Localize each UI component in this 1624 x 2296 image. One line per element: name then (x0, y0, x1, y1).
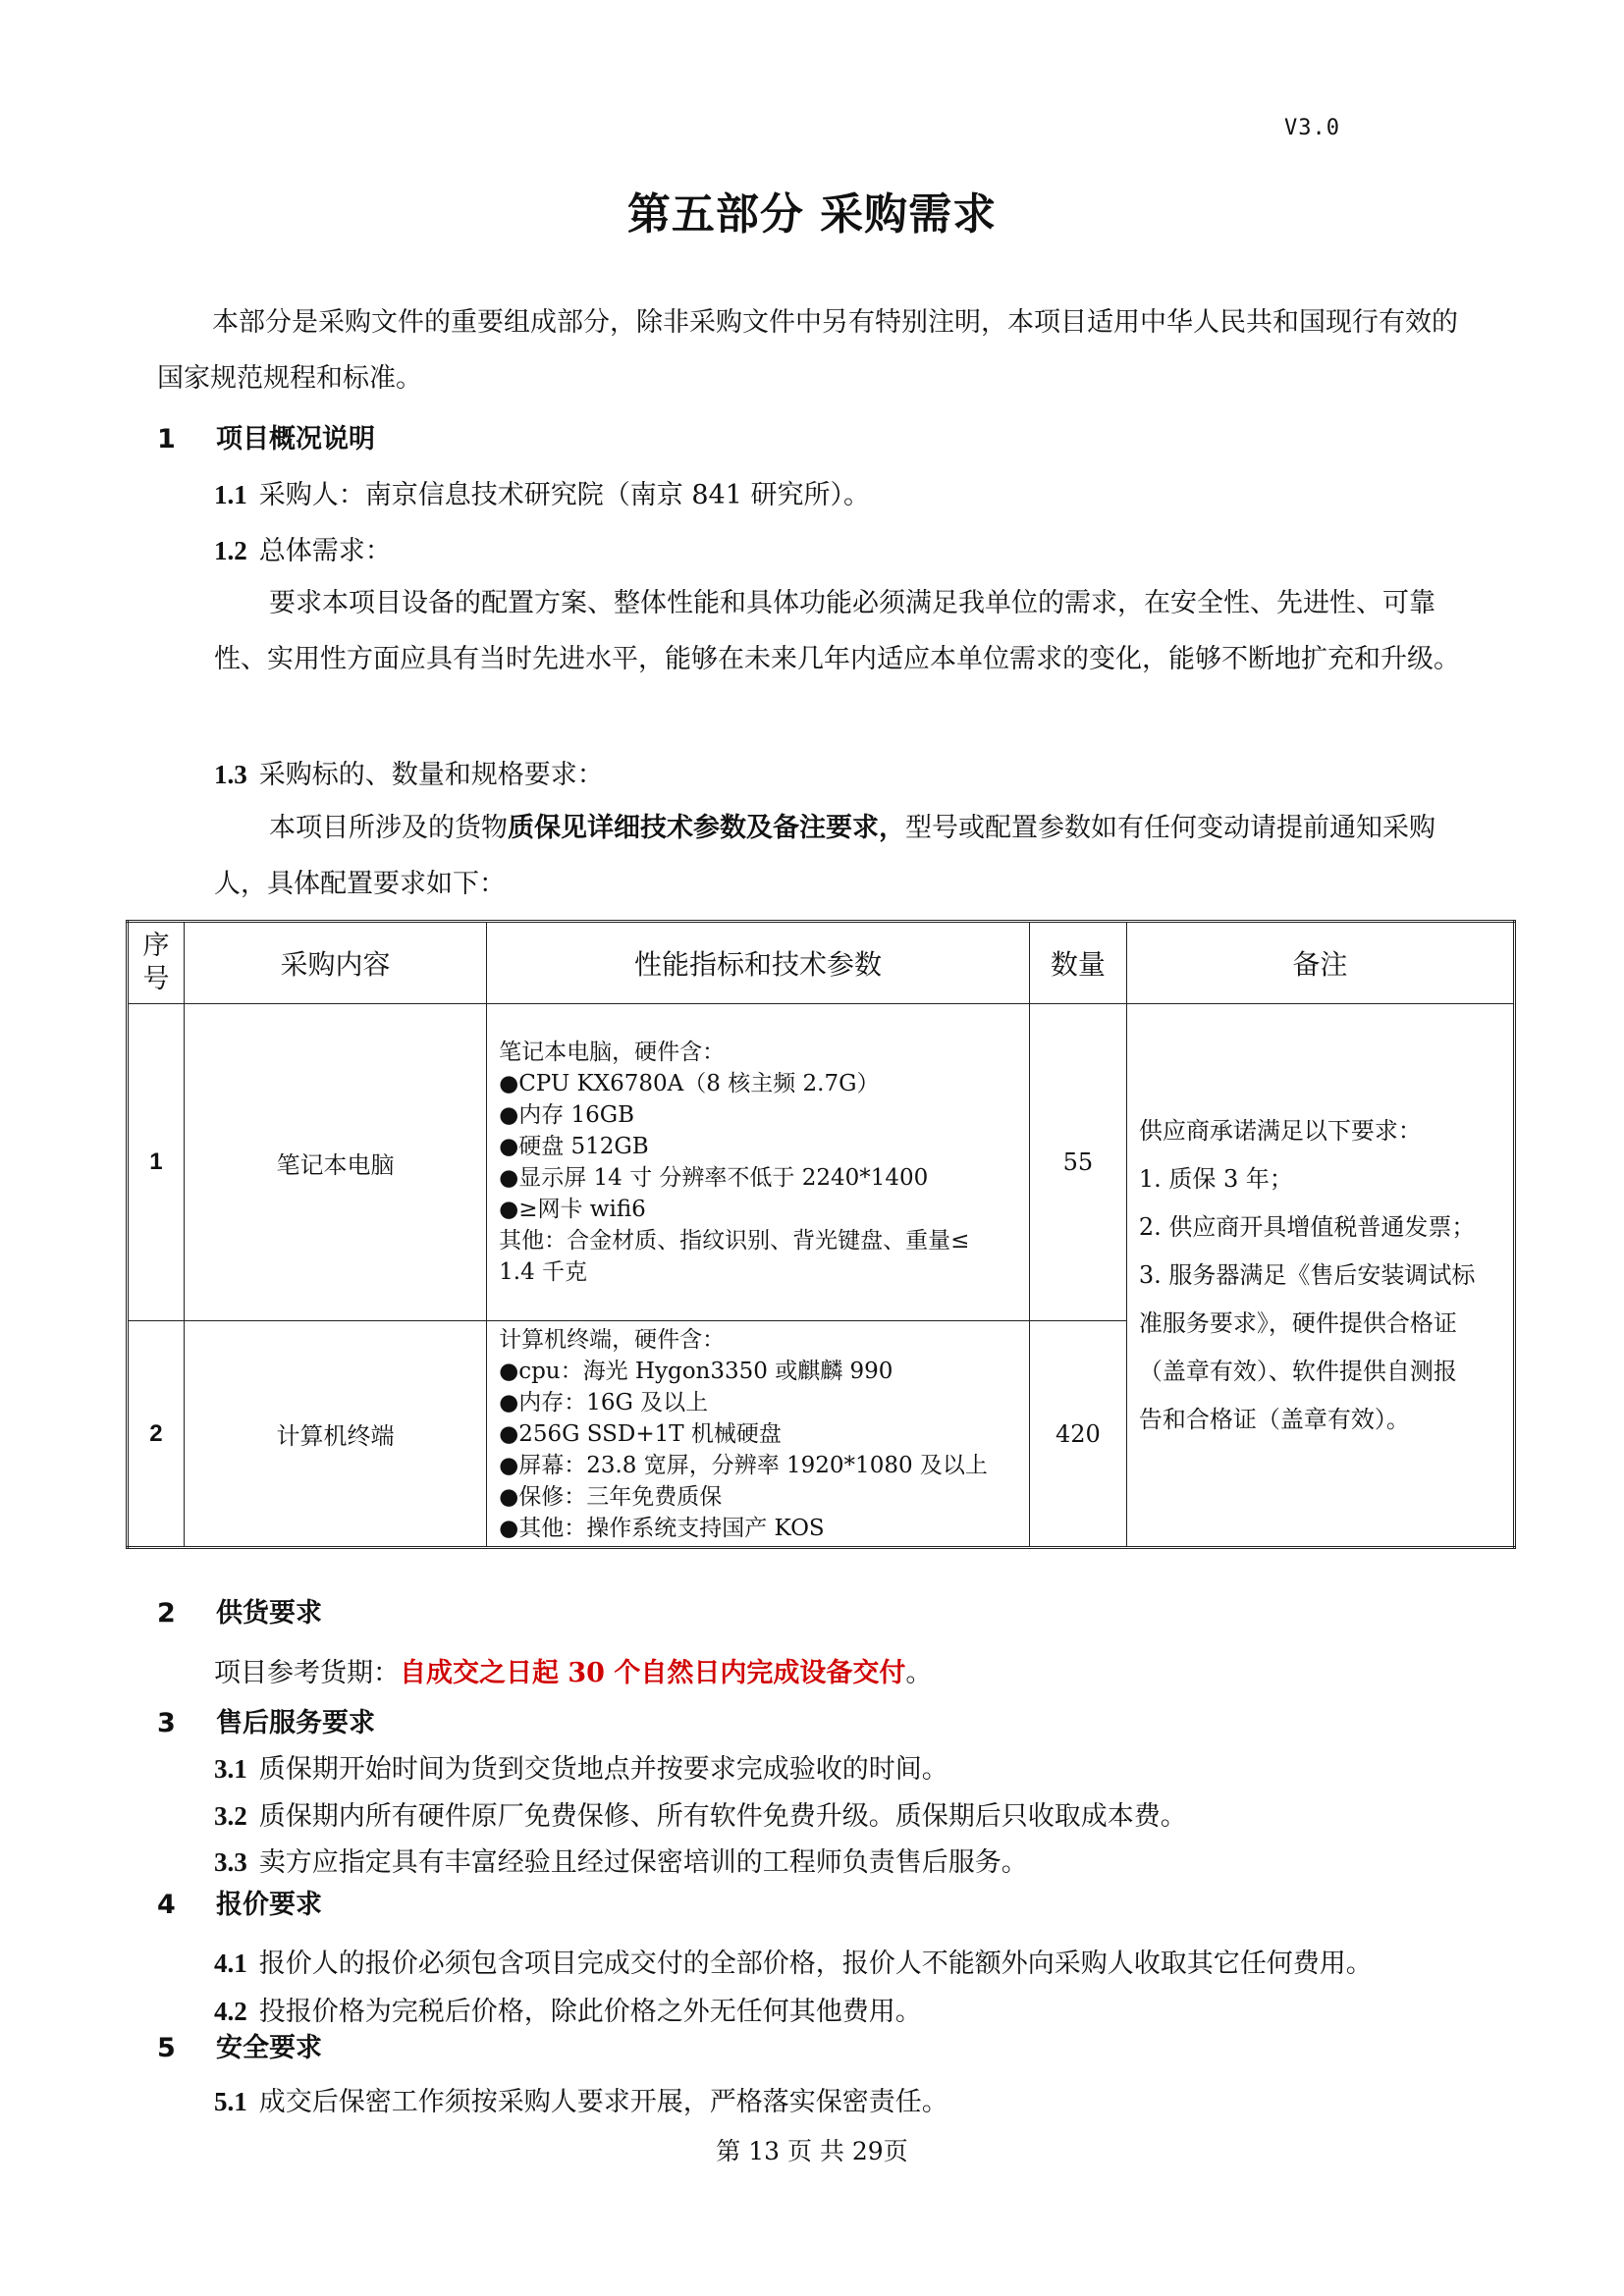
note-line: 供应商承诺满足以下要求： (1138, 1116, 1422, 1145)
item-text: 总体需求： (258, 536, 392, 566)
section-number: 3 (157, 1708, 176, 1738)
header-content: 采购内容 (184, 922, 486, 1004)
section-3-3 (214, 1841, 1028, 1879)
item-text: 采购人：南京信息技术研究院（南京 841 研究所）。 (258, 480, 870, 510)
page-footer: 第 13 页 共 29页 (716, 2137, 908, 2165)
item-text: 质保期内所有硬件原厂免费保修、所有软件免费升级。质保期后只收取成本费。 (258, 1801, 1187, 1832)
spec-line: 其他：合金材质、指纹识别、背光键盘、重量≤ (499, 1228, 970, 1254)
item-number: 5.1 (214, 2087, 247, 2116)
section-number: 5 (157, 2033, 176, 2063)
section-5-1 (214, 2080, 948, 2118)
page-title: 第五部分 采购需求 (626, 189, 998, 240)
section-4-heading (157, 1883, 322, 1921)
item-number: 1.3 (214, 760, 247, 789)
item-text: 成交后保密工作须按采购人要求开展，严格落实保密责任。 (258, 2087, 948, 2117)
item-number: 4.1 (214, 1949, 247, 1978)
section-number: 2 (157, 1598, 176, 1629)
note-line: 准服务要求》，硬件提供合格证 (1138, 1308, 1457, 1337)
section-title: 售后服务要求 (216, 1708, 375, 1738)
item-number: 3.3 (214, 1847, 247, 1877)
note-line: 告和合格证（盖章有效）。 (1138, 1405, 1410, 1433)
row-specs (487, 1004, 1030, 1321)
section-4-1 (214, 1942, 1373, 1980)
spec-line: ●显示屏 14 寸 分辨率不低于 2240*1400 (499, 1165, 929, 1191)
spec-line: ●其他：操作系统支持国产 KOS (499, 1515, 825, 1541)
requirement-paragraph: 要求本项目设备的配置方案、整体性能和具体功能必须满足我单位的需求，在安全性、先进性、可靠性、实用性方面应具有当时先进水平，能够在未来几年内适应本单位需求的变化，能够不断地扩充和升级。 (214, 588, 1460, 674)
note-line: （盖章有效）、软件提供自测报 (1138, 1357, 1457, 1385)
note-line: 1. 质保 3 年； (1138, 1164, 1293, 1193)
item-number: 4.2 (214, 1997, 247, 2026)
spec-line: ●cpu：海光 Hygon3350 或麒麟 990 (499, 1358, 893, 1384)
row-specs (487, 1321, 1030, 1548)
row-content: 笔记本电脑 (184, 1004, 486, 1321)
procurement-table (126, 920, 1516, 1549)
item-number: 3.1 (214, 1754, 247, 1784)
delivery-deadline: 自成交之日起 30 个自然日内完成设备交付 (400, 1658, 906, 1688)
section-2-heading (157, 1591, 322, 1629)
spec-intro-c: 型号或配置参数如有任何变动请提前通知采购人，具体配置要求如下： (214, 813, 1435, 899)
row-qty: 55 (1030, 1004, 1127, 1321)
section-1-heading (157, 417, 375, 455)
header-spec: 性能指标和技术参数 (487, 922, 1030, 1004)
section-3-2 (214, 1794, 1187, 1833)
section-5-heading (157, 2026, 322, 2064)
item-number: 1.2 (214, 536, 247, 565)
table-row (128, 1004, 1515, 1321)
spec-intro-a: 本项目所涉及的货物 (269, 813, 508, 843)
row-note (1126, 1004, 1514, 1548)
section-title: 项目概况说明 (216, 424, 375, 454)
version-label: V3.0 (1284, 116, 1340, 140)
delivery-end: 。 (905, 1658, 933, 1688)
item-text: 报价人的报价必须包含项目完成交付的全部价格，报价人不能额外向采购人收取其它任何费用。 (258, 1949, 1373, 1979)
table-header-row (128, 922, 1515, 1004)
row-content: 计算机终端 (184, 1321, 486, 1548)
spec-intro-bold: 质保见详细技术参数及备注要求， (508, 813, 905, 843)
header-index: 序 号 (128, 922, 185, 1004)
spec-line: 1.4 千克 (499, 1259, 588, 1285)
item-text: 采购标的、数量和规格要求： (258, 760, 604, 790)
item-text: 投报价格为完税后价格，除此价格之外无任何其他费用。 (258, 1997, 922, 2027)
item-text: 质保期开始时间为货到交货地点并按要求完成验收的时间。 (258, 1754, 948, 1785)
spec-line: ●保修：三年免费质保 (499, 1483, 723, 1510)
spec-line: ●内存 16GB (499, 1102, 635, 1128)
item-number: 1.1 (214, 480, 247, 509)
section-1-3 (214, 753, 604, 791)
intro-paragraph: 本部分是采购文件的重要组成部分，除非采购文件中另有特别注明，本项目适用中华人民共和国现行有效的国家规范规程和标准。 (157, 307, 1458, 394)
section-1-2 (214, 529, 392, 567)
spec-line: ●≥网卡 wifi6 (499, 1197, 646, 1222)
row-index: 1 (128, 1004, 185, 1321)
row-qty: 420 (1030, 1321, 1127, 1548)
section-number: 4 (157, 1890, 176, 1920)
note-line: 2. 供应商开具增值税普通发票； (1138, 1212, 1476, 1241)
spec-line: 笔记本电脑，硬件含： (499, 1040, 726, 1065)
section-title: 报价要求 (216, 1890, 322, 1920)
section-1-1 (214, 473, 870, 511)
delivery-label: 项目参考货期： (214, 1658, 400, 1688)
spec-line: ●屏幕：23.8 宽屏，分辨率 1920*1080 及以上 (499, 1452, 988, 1478)
section-title: 安全要求 (216, 2033, 322, 2063)
section-title: 供货要求 (216, 1598, 322, 1629)
item-number: 3.2 (214, 1801, 247, 1831)
item-text: 卖方应指定具有丰富经验且经过保密培训的工程师负责售后服务。 (258, 1847, 1028, 1878)
header-qty: 数量 (1030, 922, 1127, 1004)
section-number: 1 (157, 424, 176, 454)
section-3-heading (157, 1701, 375, 1739)
section-3-1 (214, 1747, 948, 1786)
header-note: 备注 (1126, 922, 1514, 1004)
spec-line: ●内存：16G 及以上 (499, 1389, 709, 1415)
spec-line: ●CPU KX6780A（8 核主频 2.7G） (499, 1071, 880, 1096)
spec-line: 计算机终端，硬件含： (499, 1326, 726, 1353)
note-line: 3. 服务器满足《售后安装调试标 (1138, 1260, 1476, 1289)
spec-intro-paragraph (214, 800, 1483, 912)
spec-line: ●256G SSD+1T 机械硬盘 (499, 1420, 782, 1447)
spec-line: ●硬盘 512GB (499, 1134, 649, 1159)
section-4-2 (214, 1990, 922, 2028)
row-index: 2 (128, 1321, 185, 1548)
delivery-paragraph (214, 1651, 932, 1689)
